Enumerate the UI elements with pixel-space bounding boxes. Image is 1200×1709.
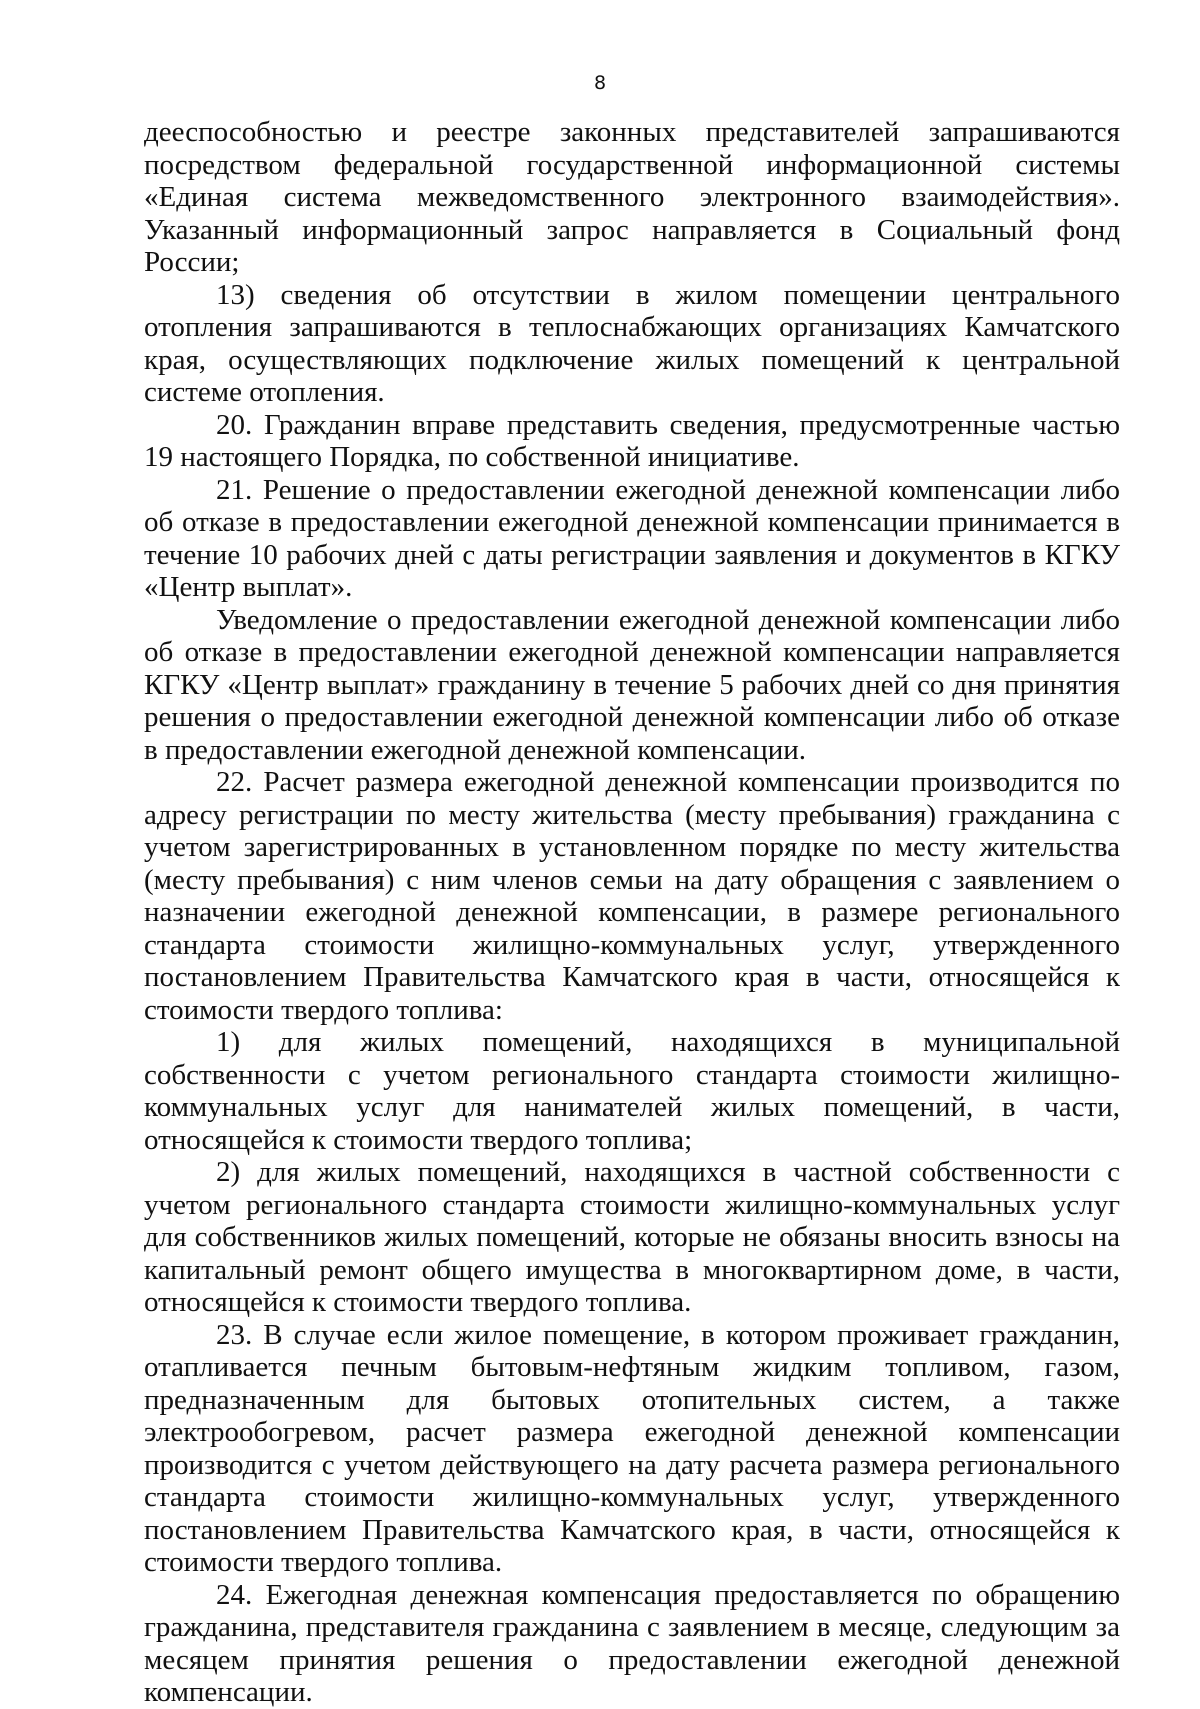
paragraph-continuation: дееспособностью и реестре законных представителей запрашиваются посредством федеральной государственной информационной системы «Единая система межведомственного электронного взаимодействия». Указанный информационный запрос направляется в Социальный фонд России;: [144, 116, 1120, 278]
paragraph-22: 22. Расчет размера ежегодной денежной компенсации производится по адресу регистрации по месту жительства (месту пребывания) гражданина с учетом зарегистрированных в установленном порядке по месту жительства (месту пребывания) с ним членов семьи на дату обращения с заявлением о назначении ежегодной денежной компенсации, в размере регионального стандарта стоимости жилищно-коммунальных услуг, утвержденного постановлением Правительства Камчатского края в части, относящейся к стоимости твердого топлива:: [144, 766, 1120, 1026]
paragraph-24: 24. Ежегодная денежная компенсация предоставляется по обращению гражданина, представителя гражданина с заявлением в месяце, следующим за месяцем принятия решения о предоставлении ежегодной денежной компенсации.: [144, 1578, 1120, 1708]
paragraph-21: 21. Решение о предоставлении ежегодной денежной компенсации либо об отказе в предоставлении ежегодной денежной компенсации принимается в течение 10 рабочих дней с даты регистрации заявления и документов в КГКУ «Центр выплат».: [144, 473, 1120, 603]
document-body: [144, 116, 1120, 1709]
page-number: 8: [593, 72, 607, 94]
paragraph-23: 23. В случае если жилое помещение, в котором проживает гражданин, отапливается печным бытовым-нефтяным жидким топливом, газом, предназначенным для бытовых отопительных систем, а также электрообогревом, расчет размера ежегодной денежной компенсации производится с учетом действующего на дату расчета размера регионального стандарта стоимости жилищно-коммунальных услуг, утвержденного постановлением Правительства Камчатского края, в части, относящейся к стоимости твердого топлива.: [144, 1318, 1120, 1578]
paragraph-item-13: 13) сведения об отсутствии в жилом помещении центрального отопления запрашиваются в теплоснабжающих организациях Камчатского края, осуществляющих подключение жилых помещений к центральной системе отопления.: [144, 278, 1120, 408]
paragraph-21-notice: Уведомление о предоставлении ежегодной денежной компенсации либо об отказе в предоставлении ежегодной денежной компенсации направляется КГКУ «Центр выплат» гражданину в течение 5 рабочих дней со дня принятия решения о предоставлении ежегодной денежной компенсации либо об отказе в предоставлении ежегодной денежной компенсации.: [144, 603, 1120, 766]
paragraph-20: 20. Гражданин вправе представить сведения, предусмотренные частью 19 настоящего Порядка, по собственной инициативе.: [144, 408, 1120, 473]
paragraph-22-item-1: 1) для жилых помещений, находящихся в муниципальной собственности с учетом регионального стандарта стоимости жилищно-коммунальных услуг для нанимателей жилых помещений, в части, относящейся к стоимости твердого топлива;: [144, 1026, 1120, 1156]
paragraph-22-item-2: 2) для жилых помещений, находящихся в частной собственности с учетом регионального стандарта стоимости жилищно-коммунальных услуг для собственников жилых помещений, которые не обязаны вносить взносы на капитальный ремонт общего имущества в многоквартирном доме, в части, относящейся к стоимости твердого топлива.: [144, 1156, 1120, 1318]
